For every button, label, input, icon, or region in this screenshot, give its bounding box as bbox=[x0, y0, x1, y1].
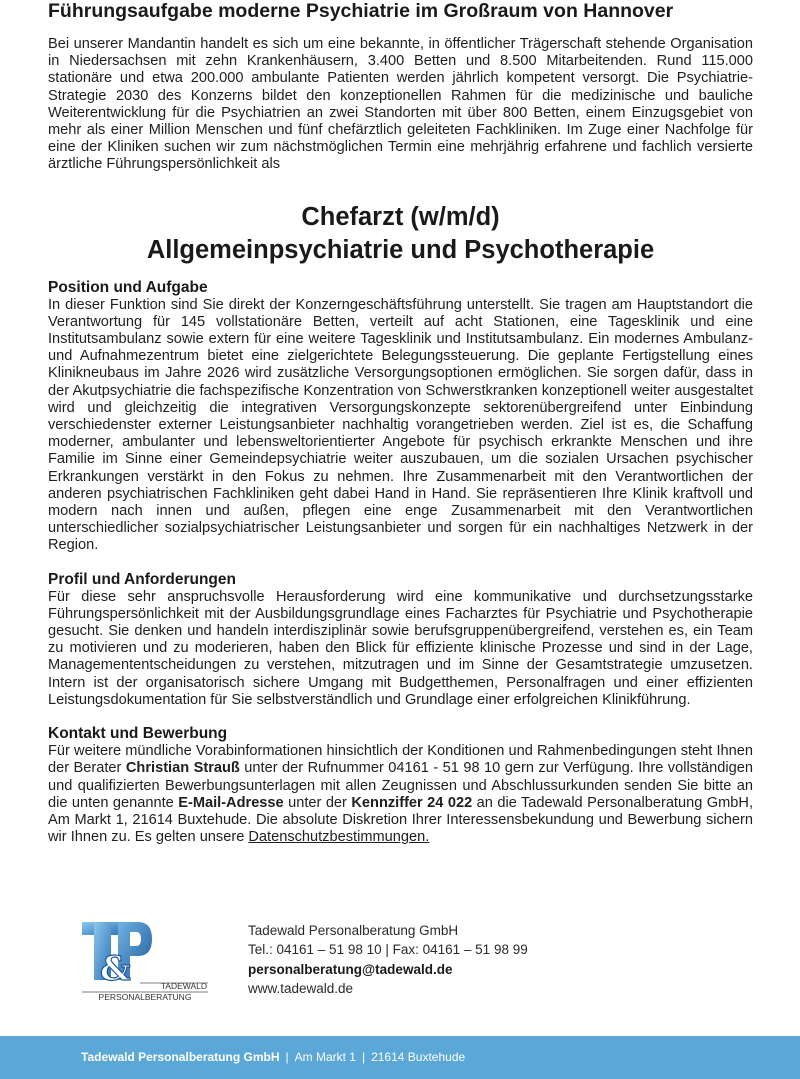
company-info bbox=[248, 921, 528, 998]
job-title-line-2: Allgemeinpsychiatrie und Psychotherapie bbox=[146, 235, 655, 264]
position-text: In dieser Funktion sind Sie direkt der Konzerngeschäftsführung unterstellt. Sie tragen am Hauptstandort die Verantwortung für 145 vollstationäre Betten, verteilt auf acht Stationen, eine Tagesklinik und eine Institutsambulanz sowie extern für eine weitere Tagesklinik und Institutsambulanz. Ein modernes Ambulanz- und Aufnahmezentrum bietet eine zielgerichtete Belegungssteuerung. Die geplante Fertigstellung eines Klinikneubaus im Jahre 2026 wird zusätzliche Versorgungsoptionen ermöglichen. Sie sorgen dafür, dass in der Akutpsychiatrie die fachspezifische Konzentration von Schwerstkranken konzeptionell weiter ausgestaltet wird und gleichzeitig die integrativen Versorgungskonzepte sektorenübergreifend unter Einbindung verschiedenster externer Leistungsanbieter nachhaltig vorangetrieben werden. Ziel ist es, die Schaffung moderner, ambulanter und lebensweltorientierter Angebote für psychisch erkrankte Menschen und ihre Familie im Sinne einer Gemeindepsychiatrie weiter auszubauen, um die sozialen Ursachen psychischer Erkrankungen verstärkt in den Fokus zu nehmen. Ihre Zusammenarbeit mit den Verantwortlichen der anderen psychiatrischen Fachkliniken geht dabei Hand in Hand. Sie repräsentieren Ihre Klinik kraftvoll und modern nach innen und außen, pflegen eine enge Zusammenarbeit mit den Verantwortlichen unterschiedlicher sozialpsychiatrischer Leistungsanbieter und sorgen für ein nachhaltiges Netzwerk in der Region. bbox=[48, 296, 753, 554]
logo-letters: & bbox=[100, 949, 131, 989]
company-name: Tadewald Personalberatung GmbH bbox=[248, 923, 459, 938]
job-title-line-1: Chefarzt (w/m/d) bbox=[301, 202, 500, 231]
footer-city: 21614 Buxtehude bbox=[371, 1050, 466, 1064]
profile-text: Für diese sehr anspruchsvolle Herausforderung wird eine kommunikative und durchsetzungsstarke Führungspersönlichkeit mit der Ausbildungsgrundlage eines Facharztes für Psychiatrie und Psychotherapie gesucht. Sie denken und handeln interdisziplinär sowie berufsgruppenübergreifend, verstehen es, ein Team zu motivieren und zu moderieren, haben den Blick für effiziente klinische Prozesse und sind in der Lage, Managemententscheidungen zu verstehen, mitzutragen und im Sinne der Gesamtstrategie umzusetzen. Intern ist der organisatorisch sichere Umgang mit Budgetthemen, Personalfragen und einer effizienten Leistungsdokumentation für Sie selbstverständlich und Grundlage einer erfolgreichen Klinikführung. bbox=[48, 588, 753, 708]
company-phone-fax: Tel.: 04161 – 51 98 10 | Fax: 04161 – 51 98 99 bbox=[248, 942, 528, 958]
contact-section bbox=[48, 725, 753, 846]
contact-text-part-1: Für weitere mündliche Vorabinformationen hinsichtlich der Konditionen und Rahmenbedingungen steht Ihnen der Berater bbox=[48, 743, 753, 777]
company-email[interactable]: personalberatung@tadewald.de bbox=[248, 961, 453, 977]
company-logo bbox=[80, 918, 210, 1003]
intro-paragraph: Bei unserer Mandantin handelt es sich um eine bekannte, in öffentlicher Trägerschaft stehende Organisation in Niedersachsen mit zehn Krankenhäusern, 3.400 Betten und 8.500 Mitarbeitenden. Rund 115.000 stationäre und etwa 200.000 ambulante Patienten werden jährlich kompetent versorgt. Die Psychiatrie-Strategie 2030 des Konzerns bildet den konzeptionellen Rahmen für die medizinische und bauliche Weiterentwicklung für die Psychiatrien an zwei Standorten mit über 800 Betten, einem Einzugsgebiet von mehr als einer Million Menschen und fünf chefärztlich geleiteten Fachkliniken. Im Zuge einer Nachfolge für eine der Kliniken suchen wir zum nächstmöglichen Termin eine mehrjährig erfahrene und fachlich versierte ärztliche Führungspersönlichkeit als bbox=[48, 36, 753, 173]
contact-text-part-4: an die Tadewald Personalberatung GmbH, Am Markt 1, 21614 Buxtehude. Die absolute Diskretion Ihrer Interessensbekundung und Bewerbung sichern wir Ihnen zu. Es gelten unsere bbox=[48, 794, 754, 846]
footer-company-name: Tadewald Personalberatung GmbH bbox=[81, 1050, 280, 1064]
contact-text bbox=[48, 743, 753, 846]
position-heading: Position und Aufgabe bbox=[48, 278, 208, 296]
reference-number: Kennziffer 24 022 bbox=[351, 794, 473, 811]
footer-bar-text bbox=[81, 1049, 465, 1065]
footer-separator: | bbox=[285, 1050, 289, 1064]
contact-text-part-2: unter der Rufnummer 04161 - 51 98 10 gern zur Verfügung. Ihre vollständigen und qualifizierten Bewerbungsunterlagen mit allen Zeugnissen und Abschlussurkunden senden Sie bitte an die unten genannte bbox=[48, 760, 753, 811]
job-title bbox=[48, 201, 753, 267]
profile-heading: Profil und Anforderungen bbox=[48, 570, 236, 588]
headline: Führungsaufgabe moderne Psychiatrie im Großraum von Hannover bbox=[48, 0, 674, 22]
contact-text-part-3: unter der bbox=[283, 794, 352, 811]
company-website[interactable]: www.tadewald.de bbox=[248, 980, 354, 996]
privacy-policy-link[interactable]: Datenschutzbestimmungen. bbox=[248, 829, 430, 846]
contact-heading: Kontakt und Bewerbung bbox=[48, 725, 228, 743]
position-section bbox=[48, 279, 753, 555]
logo-brand-line-1: TADEWALD bbox=[160, 981, 207, 991]
footer-street: Am Markt 1 bbox=[294, 1050, 356, 1064]
footer-separator: | bbox=[361, 1050, 366, 1064]
email-address-label: E-Mail-Adresse bbox=[178, 794, 284, 811]
job-advertisement bbox=[48, 0, 753, 862]
logo-brand-line-2: PERSONALBERATUNG bbox=[98, 992, 192, 1002]
company-footer bbox=[80, 915, 720, 1005]
advisor-name: Christian Strauß bbox=[125, 760, 240, 777]
profile-section bbox=[48, 571, 753, 709]
footer-bar bbox=[0, 1036, 800, 1079]
